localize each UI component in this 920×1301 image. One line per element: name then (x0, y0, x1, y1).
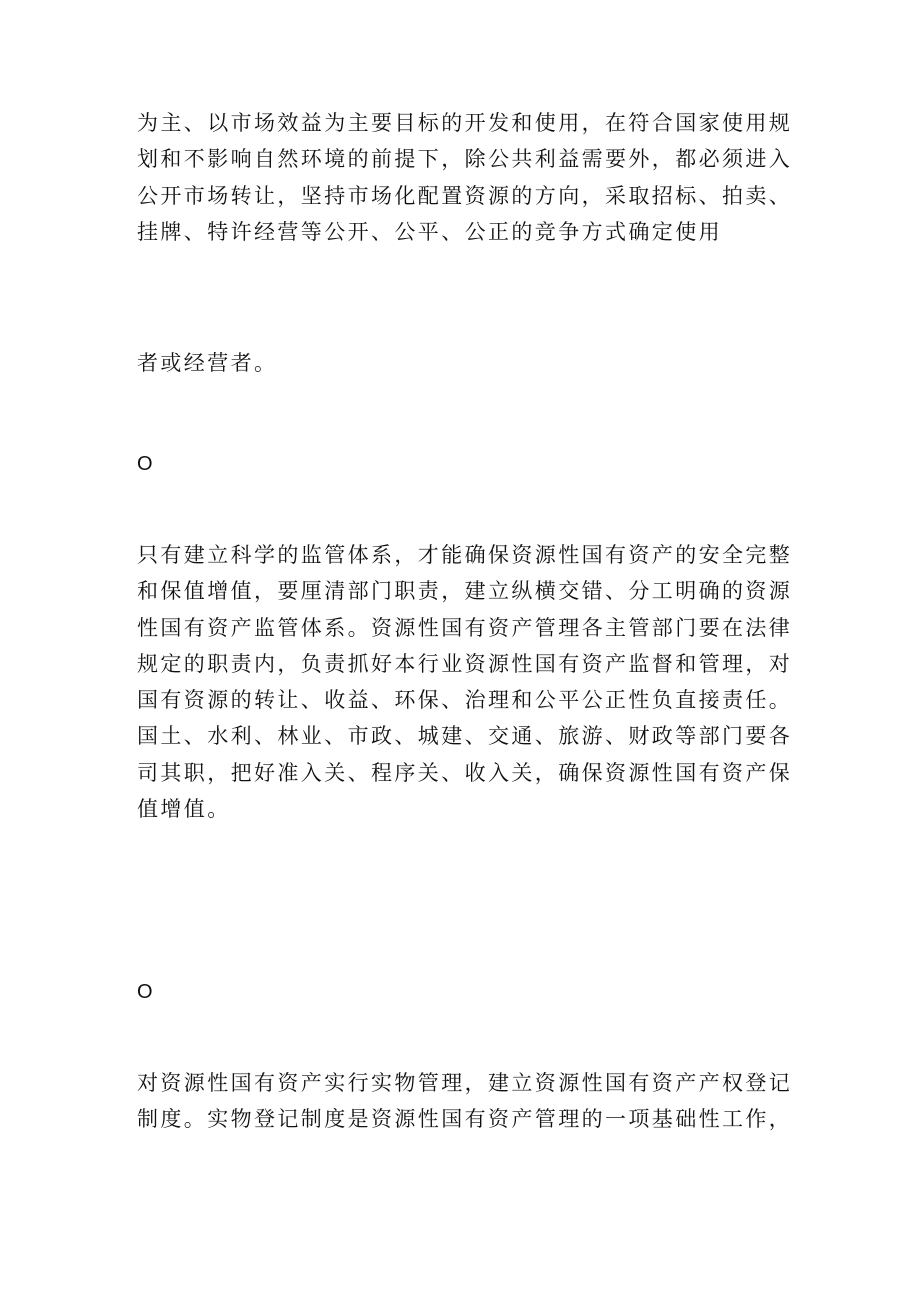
text-line: 性国有资产监管体系。资源性国有资产管理各主管部门要在法律 (137, 615, 793, 640)
text-line: 只有建立科学的监管体系，才能确保资源性国有资产的安全完整 (137, 543, 793, 567)
section-marker-2: O (137, 981, 153, 1003)
paragraph-market-transfer (137, 105, 797, 250)
paragraph-user-operator (137, 345, 797, 381)
text-line: 公开市场转让，坚持市场化配置资源的方向，采取招标、拍卖、 (137, 183, 793, 208)
text-line: 规定的职责内，负责抓好本行业资源性国有资产监督和管理，对 (137, 651, 793, 676)
text-line: 国有资源的转让、收益、环保、治理和公平公正性负直接责任。 (137, 688, 793, 713)
text-line: 国土、水利、林业、市政、城建、交通、旅游、财政等部门要各 (137, 724, 793, 749)
paragraph-supervision-system (137, 537, 797, 827)
text-line: 挂牌、特许经营等公开、公平、公正的竞争方式确定使用 (137, 219, 722, 244)
text-line: 和保值增值，要厘清部门职责，建立纵横交错、分工明确的资源 (137, 579, 793, 604)
text-line: 为主、以市场效益为主要目标的开发和使用，在符合国家使用规 (137, 111, 793, 135)
text-line: 值增值。 (137, 797, 231, 822)
text-line: 司其职，把好准入关、程序关、收入关，确保资源性国有资产保 (137, 760, 793, 785)
paragraph-physical-registration (137, 1065, 797, 1138)
text-line: 对资源性国有资产实行实物管理，建立资源性国有资产产权登记 (137, 1071, 793, 1095)
text-line: 制度。实物登记制度是资源性国有资产管理的一项基础性工作， (137, 1107, 793, 1132)
text-line: 划和不影响自然环境的前提下，除公共利益需要外，都必须进入 (137, 147, 793, 172)
section-marker-1: O (137, 453, 153, 475)
text-line: 者或经营者。 (137, 351, 278, 375)
